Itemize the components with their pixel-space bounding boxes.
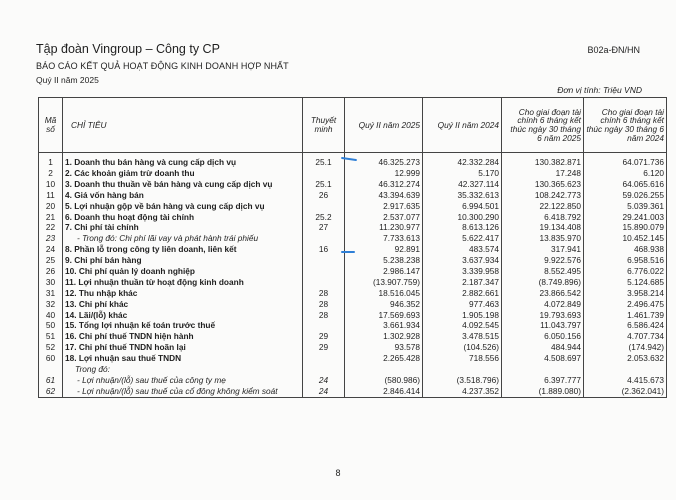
- table-row: [39, 179, 667, 190]
- col-header-note: Thuyết minh: [303, 98, 345, 153]
- value-h1-2025: 8.552.495: [502, 266, 584, 277]
- value-h1-2025: 4.072.849: [502, 299, 584, 310]
- value-h1-2025: (8.749.896): [502, 277, 584, 288]
- value-h1-2025: 6.418.792: [502, 211, 584, 222]
- value-q2-2025: 2.537.077: [345, 211, 423, 222]
- row-item: Trong đó:: [63, 364, 303, 375]
- row-item: 16. Chi phí thuế TNDN hiện hành: [63, 331, 303, 342]
- form-code: B02a-ĐN/HN: [587, 45, 640, 55]
- row-item: - Trong đó: Chi phí lãi vay và phát hành trái phiếu: [63, 233, 303, 244]
- value-h1-2024: 6.958.516: [584, 255, 667, 266]
- row-note: [303, 320, 345, 331]
- value-h1-2025: 13.835.970: [502, 233, 584, 244]
- value-q2-2025: 18.516.045: [345, 288, 423, 299]
- row-item: 7. Chi phí tài chính: [63, 222, 303, 233]
- col-header-h1-2025: Cho giai đoạn tài chính 6 tháng kết thúc ngày 30 tháng 6 năm 2025: [502, 98, 584, 153]
- value-h1-2025: 19.134.408: [502, 222, 584, 233]
- row-code: 61: [39, 375, 63, 386]
- value-q2-2025: 11.230.977: [345, 222, 423, 233]
- value-h1-2024: 29.241.003: [584, 211, 667, 222]
- col-header-q2-2024: Quý II năm 2024: [423, 98, 502, 153]
- row-item: 8. Phần lỗ trong công ty liên doanh, liên kết: [63, 244, 303, 255]
- row-item: 4. Giá vốn hàng bán: [63, 190, 303, 201]
- table-header-row: [39, 98, 667, 153]
- value-h1-2025: 108.242.773: [502, 190, 584, 201]
- row-item: 14. Lãi/(lỗ) khác: [63, 309, 303, 320]
- value-q2-2024: 718.556: [423, 353, 502, 364]
- row-code: [39, 364, 63, 375]
- row-item: 6. Doanh thu hoạt động tài chính: [63, 211, 303, 222]
- row-code: 31: [39, 288, 63, 299]
- value-h1-2024: 4.415.673: [584, 375, 667, 386]
- row-note: 29: [303, 331, 345, 342]
- row-code: 60: [39, 353, 63, 364]
- value-h1-2025: 17.248: [502, 168, 584, 179]
- value-q2-2025: 2.846.414: [345, 386, 423, 397]
- value-q2-2024: 5.622.417: [423, 233, 502, 244]
- table-row: [39, 201, 667, 212]
- value-q2-2025: 43.394.639: [345, 190, 423, 201]
- row-item: 9. Chi phí bán hàng: [63, 255, 303, 266]
- row-code: 2: [39, 168, 63, 179]
- row-note: [303, 353, 345, 364]
- row-code: 25: [39, 255, 63, 266]
- value-h1-2024: 6.586.424: [584, 320, 667, 331]
- value-h1-2025: 23.866.542: [502, 288, 584, 299]
- row-code: 23: [39, 233, 63, 244]
- value-q2-2025: 2.986.147: [345, 266, 423, 277]
- table-row: [39, 353, 667, 364]
- table-row: [39, 386, 667, 397]
- row-item: 10. Chi phí quản lý doanh nghiệp: [63, 266, 303, 277]
- row-item: - Lợi nhuận/(lỗ) sau thuế của công ty mẹ: [63, 375, 303, 386]
- value-q2-2024: 1.905.198: [423, 309, 502, 320]
- table-row: [39, 288, 667, 299]
- value-q2-2024: 42.332.284: [423, 157, 502, 168]
- row-code: 22: [39, 222, 63, 233]
- row-note: [303, 266, 345, 277]
- value-h1-2025: 317.941: [502, 244, 584, 255]
- table-row: [39, 222, 667, 233]
- col-header-h1-2024: Cho giai đoạn tài chính 6 tháng kết thúc ngày 30 tháng 6 năm 2024: [584, 98, 667, 153]
- value-q2-2025: 46.325.273: [345, 157, 423, 168]
- row-note: [303, 201, 345, 212]
- row-code: 20: [39, 201, 63, 212]
- company-name: Tập đoàn Vingroup – Công ty CP: [36, 42, 220, 56]
- row-code: 1: [39, 157, 63, 168]
- value-h1-2024: 4.707.734: [584, 331, 667, 342]
- value-q2-2024: (3.518.796): [423, 375, 502, 386]
- value-h1-2024: (174.942): [584, 342, 667, 353]
- row-item: 11. Lợi nhuận thuần từ hoạt động kinh doanh: [63, 277, 303, 288]
- value-h1-2024: 64.065.616: [584, 179, 667, 190]
- value-h1-2024: 468.938: [584, 244, 667, 255]
- row-item: - Lợi nhuận/(lỗ) sau thuế của cổ đông không kiểm soát: [63, 386, 303, 397]
- value-h1-2024: 10.452.145: [584, 233, 667, 244]
- value-h1-2024: 5.124.685: [584, 277, 667, 288]
- row-item: 15. Tổng lợi nhuận kế toán trước thuế: [63, 320, 303, 331]
- value-h1-2024: 15.890.079: [584, 222, 667, 233]
- report-period: Quý II năm 2025: [36, 75, 99, 85]
- value-q2-2025: 17.569.693: [345, 309, 423, 320]
- table-row: [39, 299, 667, 310]
- value-h1-2025: 6.050.156: [502, 331, 584, 342]
- row-code: 62: [39, 386, 63, 397]
- value-h1-2025: 484.944: [502, 342, 584, 353]
- value-q2-2025: 1.302.928: [345, 331, 423, 342]
- value-q2-2024: 8.613.126: [423, 222, 502, 233]
- row-item: 1. Doanh thu bán hàng và cung cấp dịch vụ: [63, 157, 303, 168]
- row-note: 16: [303, 244, 345, 255]
- value-h1-2025: 22.122.850: [502, 201, 584, 212]
- value-h1-2025: [502, 364, 584, 375]
- table-row: [39, 211, 667, 222]
- row-note: [303, 277, 345, 288]
- value-h1-2024: [584, 364, 667, 375]
- value-q2-2024: 42.327.114: [423, 179, 502, 190]
- value-q2-2024: 6.994.501: [423, 201, 502, 212]
- value-h1-2024: 64.071.736: [584, 157, 667, 168]
- value-q2-2024: 10.300.290: [423, 211, 502, 222]
- row-code: 32: [39, 299, 63, 310]
- row-item: 2. Các khoản giảm trừ doanh thu: [63, 168, 303, 179]
- value-q2-2025: (580.986): [345, 375, 423, 386]
- row-code: 24: [39, 244, 63, 255]
- row-item: 5. Lợi nhuận gộp về bán hàng và cung cấp dịch vụ: [63, 201, 303, 212]
- table-row: [39, 244, 667, 255]
- value-q2-2024: 35.332.613: [423, 190, 502, 201]
- row-item: 17. Chi phí thuế TNDN hoãn lại: [63, 342, 303, 353]
- value-q2-2025: 946.352: [345, 299, 423, 310]
- table-row: [39, 320, 667, 331]
- row-note: 29: [303, 342, 345, 353]
- value-h1-2025: 9.922.576: [502, 255, 584, 266]
- value-q2-2024: 483.574: [423, 244, 502, 255]
- income-statement-table: [38, 97, 667, 398]
- value-q2-2024: (104.526): [423, 342, 502, 353]
- row-note: 25.2: [303, 211, 345, 222]
- row-note: [303, 168, 345, 179]
- value-q2-2024: 2.187.347: [423, 277, 502, 288]
- value-h1-2025: 4.508.697: [502, 353, 584, 364]
- row-note: 25.1: [303, 157, 345, 168]
- value-h1-2025: 11.043.797: [502, 320, 584, 331]
- row-code: 11: [39, 190, 63, 201]
- row-item: 3. Doanh thu thuần về bán hàng và cung cấp dịch vụ: [63, 179, 303, 190]
- value-q2-2024: 2.882.661: [423, 288, 502, 299]
- value-q2-2024: 4.237.352: [423, 386, 502, 397]
- value-h1-2024: (2.362.041): [584, 386, 667, 397]
- value-q2-2025: 46.312.274: [345, 179, 423, 190]
- value-q2-2025: 5.238.238: [345, 255, 423, 266]
- row-code: 30: [39, 277, 63, 288]
- value-q2-2024: 3.637.934: [423, 255, 502, 266]
- row-code: 40: [39, 309, 63, 320]
- row-note: 24: [303, 375, 345, 386]
- value-q2-2025: 7.733.613: [345, 233, 423, 244]
- row-item: 13. Chi phí khác: [63, 299, 303, 310]
- value-q2-2025: [345, 364, 423, 375]
- value-q2-2024: 977.463: [423, 299, 502, 310]
- value-h1-2024: 2.496.475: [584, 299, 667, 310]
- row-code: 51: [39, 331, 63, 342]
- value-h1-2025: (1.889.080): [502, 386, 584, 397]
- value-q2-2024: 3.339.958: [423, 266, 502, 277]
- value-q2-2025: 12.999: [345, 168, 423, 179]
- page-number: 8: [335, 468, 341, 478]
- row-note: 28: [303, 309, 345, 320]
- table-row: [39, 331, 667, 342]
- table-row: [39, 255, 667, 266]
- row-note: 28: [303, 288, 345, 299]
- value-h1-2024: 3.958.214: [584, 288, 667, 299]
- value-q2-2025: 3.661.934: [345, 320, 423, 331]
- row-note: 25.1: [303, 179, 345, 190]
- value-q2-2025: 2.917.635: [345, 201, 423, 212]
- table-row: [39, 277, 667, 288]
- row-item: 12. Thu nhập khác: [63, 288, 303, 299]
- row-code: 26: [39, 266, 63, 277]
- row-note: 26: [303, 190, 345, 201]
- row-code: 52: [39, 342, 63, 353]
- value-h1-2025: 6.397.777: [502, 375, 584, 386]
- value-h1-2024: 6.776.022: [584, 266, 667, 277]
- value-q2-2025: 93.578: [345, 342, 423, 353]
- value-h1-2024: 6.120: [584, 168, 667, 179]
- table-row: [39, 375, 667, 386]
- value-q2-2025: 92.891: [345, 244, 423, 255]
- row-note: [303, 255, 345, 266]
- row-note: 27: [303, 222, 345, 233]
- table-row: [39, 309, 667, 320]
- value-h1-2024: 59.026.255: [584, 190, 667, 201]
- table-row: [39, 190, 667, 201]
- pen-annotation-mark: [341, 251, 355, 253]
- row-note: 24: [303, 386, 345, 397]
- table-row: [39, 266, 667, 277]
- value-h1-2025: 19.793.693: [502, 309, 584, 320]
- row-code: 10: [39, 179, 63, 190]
- value-q2-2024: 5.170: [423, 168, 502, 179]
- table-row: [39, 364, 667, 375]
- report-title: BÁO CÁO KẾT QUẢ HOẠT ĐỘNG KINH DOANH HỢP NHẤT: [36, 61, 289, 71]
- value-h1-2024: 2.053.632: [584, 353, 667, 364]
- col-header-q2-2025: Quý II năm 2025: [345, 98, 423, 153]
- value-h1-2024: 1.461.739: [584, 309, 667, 320]
- value-h1-2025: 130.365.623: [502, 179, 584, 190]
- row-note: 28: [303, 299, 345, 310]
- value-h1-2025: 130.382.871: [502, 157, 584, 168]
- value-q2-2025: 2.265.428: [345, 353, 423, 364]
- value-q2-2024: [423, 364, 502, 375]
- currency-unit: Đơn vị tính: Triệu VND: [557, 85, 642, 95]
- value-q2-2024: 3.478.515: [423, 331, 502, 342]
- value-h1-2024: 5.039.361: [584, 201, 667, 212]
- value-q2-2025: (13.907.759): [345, 277, 423, 288]
- col-header-item: CHỈ TIÊU: [63, 98, 303, 153]
- table-row: [39, 168, 667, 179]
- col-header-code: Mã số: [39, 98, 63, 153]
- row-item: 18. Lợi nhuận sau thuế TNDN: [63, 353, 303, 364]
- row-code: 50: [39, 320, 63, 331]
- row-code: 21: [39, 211, 63, 222]
- row-note: [303, 364, 345, 375]
- table-row: [39, 342, 667, 353]
- value-q2-2024: 4.092.545: [423, 320, 502, 331]
- row-note: [303, 233, 345, 244]
- table-row: [39, 233, 667, 244]
